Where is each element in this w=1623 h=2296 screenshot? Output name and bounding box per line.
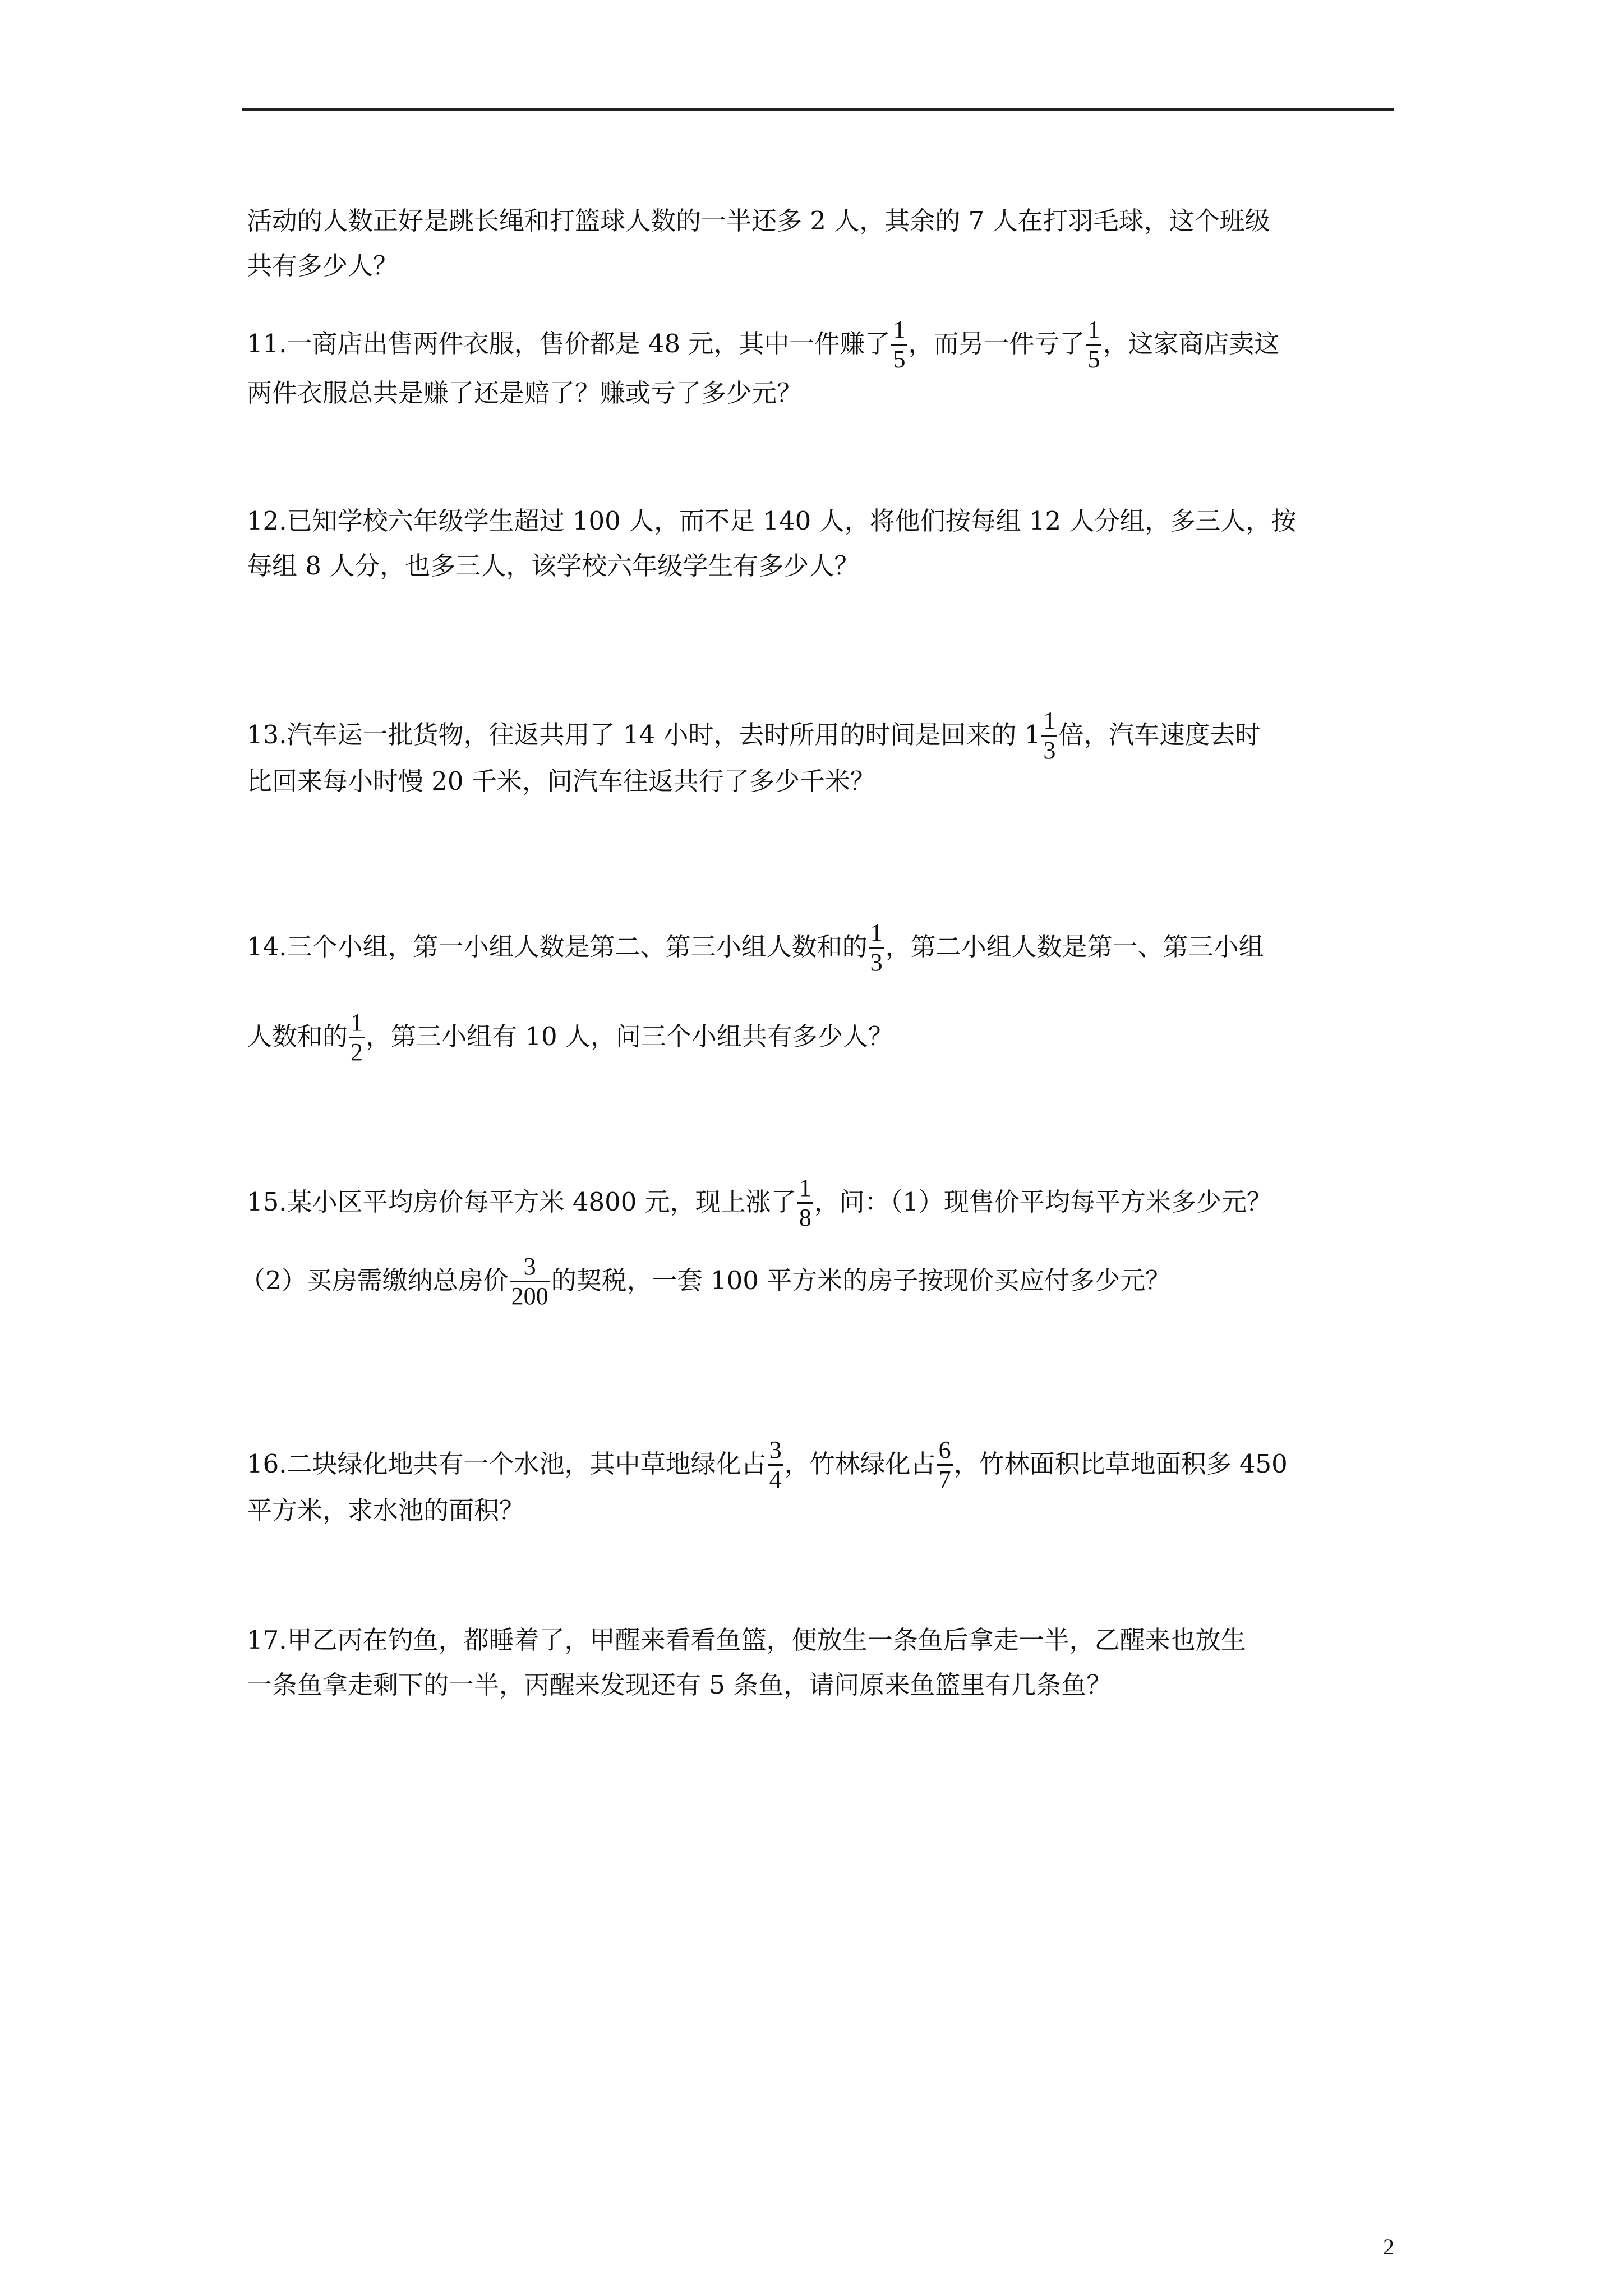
text-line — [247, 316, 1280, 373]
fraction-numerator: 1 — [797, 1174, 813, 1204]
text-segment: 15.某小区平均房价每平方米 4800 元，现上涨了 — [247, 1187, 796, 1217]
text-segment: 16.二块绿化地共有一个水池，其中草地绿化占 — [247, 1449, 767, 1479]
fraction-numerator: 1 — [869, 919, 884, 949]
text-segment: ，问：（1）现售价平均每平方米多少元？ — [814, 1187, 1272, 1217]
text-line — [247, 1174, 1272, 1231]
fraction-denominator: 3 — [1043, 737, 1056, 764]
text-line — [247, 1009, 893, 1066]
fraction-denominator: 4 — [769, 1466, 782, 1493]
text-segment: 的契税，一套 100 平方米的房子按现价买应付多少元？ — [551, 1266, 1171, 1295]
fraction — [1086, 316, 1101, 374]
fraction-numerator: 3 — [768, 1436, 783, 1466]
text-line: 比回来每小时慢 20 千米，问汽车往返共行了多少千米？ — [247, 766, 875, 796]
fraction — [891, 316, 907, 374]
fraction — [768, 1436, 783, 1494]
text-segment: ，竹林面积比草地面积多 450 — [953, 1449, 1288, 1479]
text-line: 活动的人数正好是跳长绳和打篮球人数的一半还多 2 人，其余的 7 人在打羽毛球，这个班级 — [247, 206, 1270, 236]
fraction-numerator: 1 — [1041, 707, 1057, 737]
text-segment: ，这家商店卖这 — [1103, 329, 1280, 358]
text-line — [247, 1436, 1288, 1493]
text-line: 12.已知学校六年级学生超过 100 人，而不足 140 人，将他们按每组 12 人分组，多三人，按 — [247, 506, 1297, 536]
text-line: 一条鱼拿走剩下的一半，丙醒来发现还有 5 条鱼，请问原来鱼篮里有几条鱼？ — [247, 1670, 1112, 1700]
text-line: 两件衣服总共是赚了还是赔了？赚或亏了多少元？ — [247, 378, 803, 408]
fraction-numerator: 6 — [937, 1436, 953, 1466]
fraction-numerator: 1 — [1086, 316, 1101, 346]
text-segment: 人数和的 — [247, 1022, 348, 1051]
text-segment: 倍，汽车速度去时 — [1058, 720, 1261, 749]
fraction-denominator: 7 — [938, 1466, 951, 1493]
text-segment: ，竹林绿化占 — [784, 1449, 936, 1479]
text-segment: ，第二小组人数是第一、第三小组 — [885, 932, 1264, 961]
text-line — [247, 707, 1261, 764]
text-line: 17.甲乙丙在钓鱼，都睡着了，甲醒来看看鱼篮，便放生一条鱼后拿走一半，乙醒来也放生 — [247, 1625, 1246, 1655]
fraction-denominator: 8 — [799, 1204, 811, 1231]
text-segment: 14.三个小组，第一小组人数是第二、第三小组人数和的 — [247, 932, 868, 961]
fraction-numerator: 1 — [891, 316, 907, 346]
fraction-denominator: 200 — [511, 1282, 548, 1310]
fraction — [937, 1436, 953, 1494]
fraction — [869, 919, 884, 977]
text-line: 共有多少人？ — [247, 251, 399, 280]
text-line — [247, 919, 1264, 976]
fraction-denominator: 5 — [893, 346, 906, 373]
text-segment: ，而另一件亏了 — [908, 329, 1085, 358]
text-segment: 13.汽车运一批货物，往返共用了 14 小时，去时所用的时间是回来的 1 — [247, 720, 1041, 749]
fraction-denominator: 5 — [1087, 346, 1100, 373]
text-segment: ，第三小组有 10 人，问三个小组共有多少人？ — [366, 1022, 893, 1051]
page-number: 2 — [1383, 2234, 1394, 2260]
text-segment: （2）买房需缴纳总房价 — [240, 1266, 509, 1295]
text-line: 每组 8 人分，也多三人，该学校六年级学生有多少人？ — [247, 551, 860, 581]
fraction-numerator: 3 — [510, 1253, 550, 1282]
fraction — [797, 1174, 813, 1232]
text-line: 平方米，求水池的面积？ — [247, 1496, 525, 1525]
fraction-denominator: 2 — [351, 1038, 363, 1066]
text-segment: 11.一商店出售两件衣服，售价都是 48 元，其中一件赚了 — [247, 329, 891, 358]
fraction — [1041, 707, 1057, 765]
header-rule — [242, 108, 1394, 111]
text-line — [240, 1253, 1171, 1310]
fraction-numerator: 1 — [349, 1009, 365, 1038]
fraction — [510, 1253, 550, 1310]
fraction-denominator: 3 — [870, 949, 883, 976]
fraction — [349, 1009, 365, 1066]
